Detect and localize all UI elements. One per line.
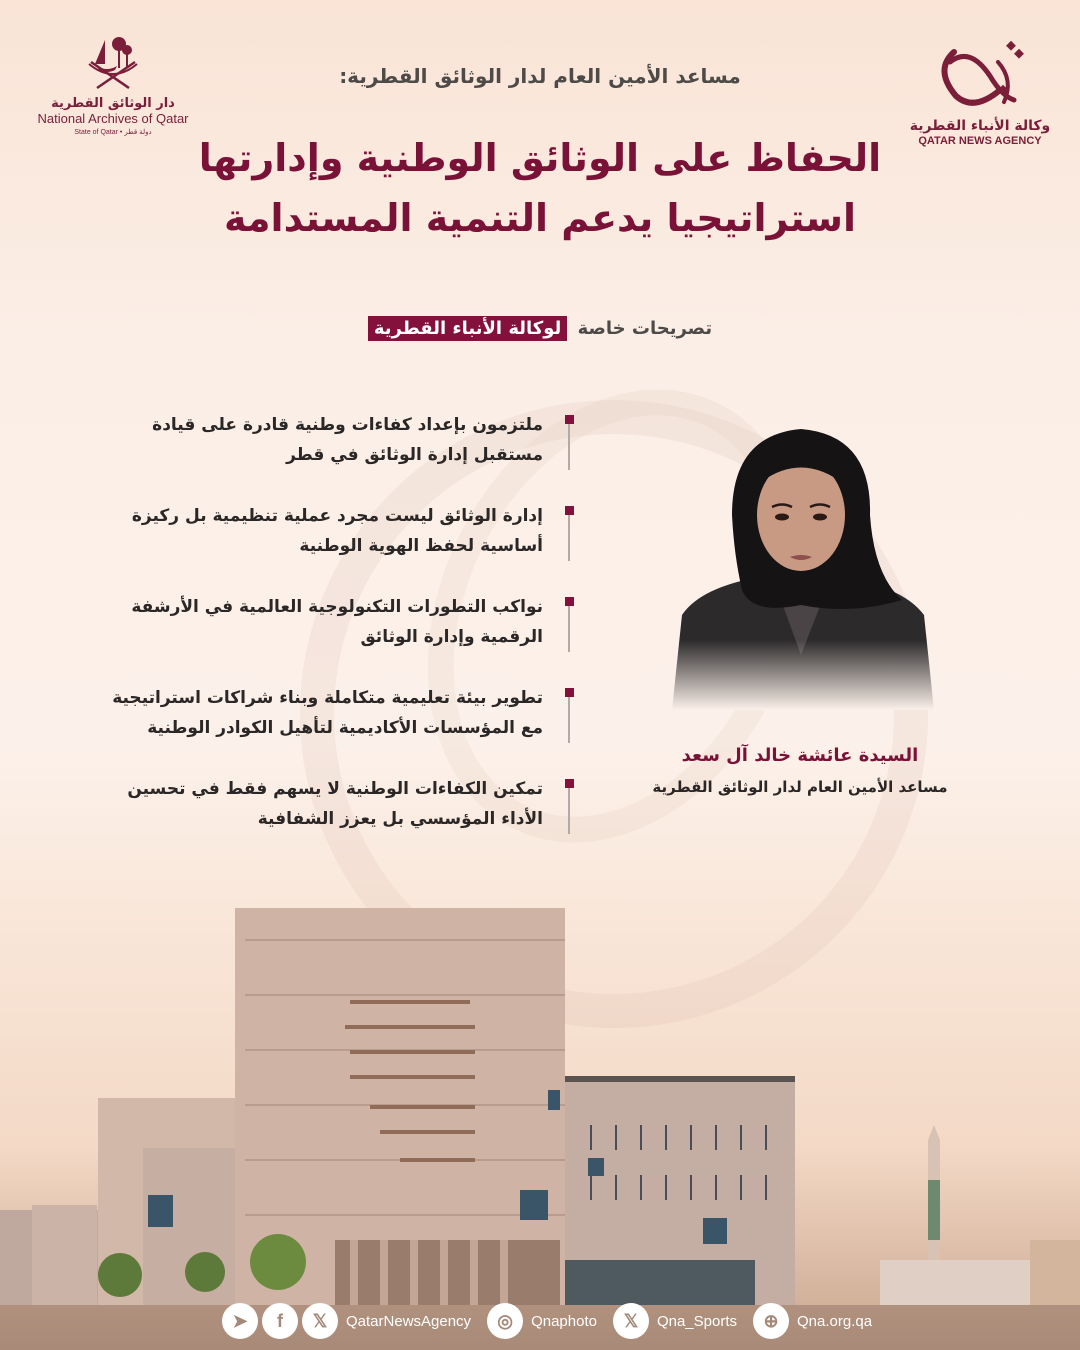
x-icon[interactable]: 𝕏 <box>302 1303 338 1339</box>
social-handle-qna-sports[interactable]: Qna_Sports <box>656 1312 737 1330</box>
statement-item <box>110 683 585 774</box>
qna-logo <box>905 36 1055 147</box>
globe-icon[interactable]: ⊕ <box>753 1303 789 1339</box>
bullet-marker-icon <box>565 688 574 697</box>
instagram-icon[interactable]: ◎ <box>487 1303 523 1339</box>
headline-title-line-2: استراتيجيا يدعم التنمية المستدامة <box>223 196 857 240</box>
statement-line: نواكب التطورات التكنولوجية العالمية في الأرشفة <box>131 597 543 617</box>
bullet-line <box>568 424 570 470</box>
bullet-line <box>568 788 570 834</box>
qna-emblem-icon <box>930 36 1030 114</box>
statement-line: مع المؤسسات الأكاديمية لتأهيل الكوادر الوطنية <box>147 718 543 738</box>
website-link[interactable]: Qna.org.qa <box>797 1312 873 1330</box>
bullet-marker-icon <box>565 506 574 515</box>
statement-item <box>110 410 585 501</box>
person-role: مساعد الأمين العام لدار الوثائق القطرية <box>652 778 948 796</box>
bullet-marker-icon <box>565 597 574 606</box>
statement-line: الرقمية وإدارة الوثائق <box>360 627 543 647</box>
archives-name-en: National Archives of Qatar <box>37 111 189 126</box>
facebook-icon[interactable]: f <box>262 1303 298 1339</box>
bullet-line <box>568 515 570 561</box>
statement-list <box>110 410 585 865</box>
headline-kicker: مساعد الأمين العام لدار الوثائق القطرية: <box>339 64 741 88</box>
statement-line: ملتزمون بإعداد كفاءات وطنية قادرة على قيادة <box>152 415 543 435</box>
social-handle-qatarnewsagency[interactable]: QatarNewsAgency <box>346 1312 472 1330</box>
headline-title-line-1: الحفاظ على الوثائق الوطنية وإدارتها <box>198 136 882 180</box>
statement-line: أساسية لحفظ الهوية الوطنية <box>299 536 543 556</box>
archives-name-ar: دار الوثائق القطرية <box>51 96 175 111</box>
statement-line: إدارة الوثائق ليست مجرد عملية تنظيمية بل ركيزة <box>131 506 543 526</box>
bullet-marker-icon <box>565 415 574 424</box>
archives-subtitle: State of Qatar • دولة قطر <box>74 129 152 136</box>
exclusive-tag: لوكالة الأنباء القطرية <box>368 316 567 341</box>
qatar-emblem-icon <box>83 34 143 92</box>
bullet-marker-icon <box>565 779 574 788</box>
national-archives-logo <box>28 34 198 136</box>
headline-title <box>160 128 920 248</box>
statement-line: الأداء المؤسسي بل يعزز الشفافية <box>257 809 543 829</box>
exclusive-prefix: تصريحات خاصة <box>577 318 713 339</box>
statement-line: تمكين الكفاءات الوطنية لا يسهم فقط في تحسين <box>127 779 543 799</box>
portrait-photo <box>662 425 940 710</box>
bullet-line <box>568 697 570 743</box>
qna-name-en: QATAR NEWS AGENCY <box>918 135 1042 147</box>
x-icon[interactable]: 𝕏 <box>613 1303 649 1339</box>
social-handle-qnaphoto[interactable]: Qnaphoto <box>531 1312 597 1330</box>
bullet-line <box>568 606 570 652</box>
social-links-bar <box>222 1303 888 1339</box>
statement-item <box>110 774 585 865</box>
qna-name-ar: وكالة الأنباء القطرية <box>909 118 1051 134</box>
portrait-fade <box>662 640 940 710</box>
statement-line: مستقبل إدارة الوثائق في قطر <box>286 445 543 465</box>
exclusive-statements-label <box>340 318 740 339</box>
national-archives-building-photo <box>0 900 1080 1350</box>
statement-item <box>110 501 585 592</box>
statement-item <box>110 592 585 683</box>
statement-line: تطوير بيئة تعليمية متكاملة وبناء شراكات استراتيجية <box>112 688 543 708</box>
person-name: السيدة عائشة خالد آل سعد <box>681 745 919 766</box>
telegram-icon[interactable]: ➤ <box>222 1303 258 1339</box>
